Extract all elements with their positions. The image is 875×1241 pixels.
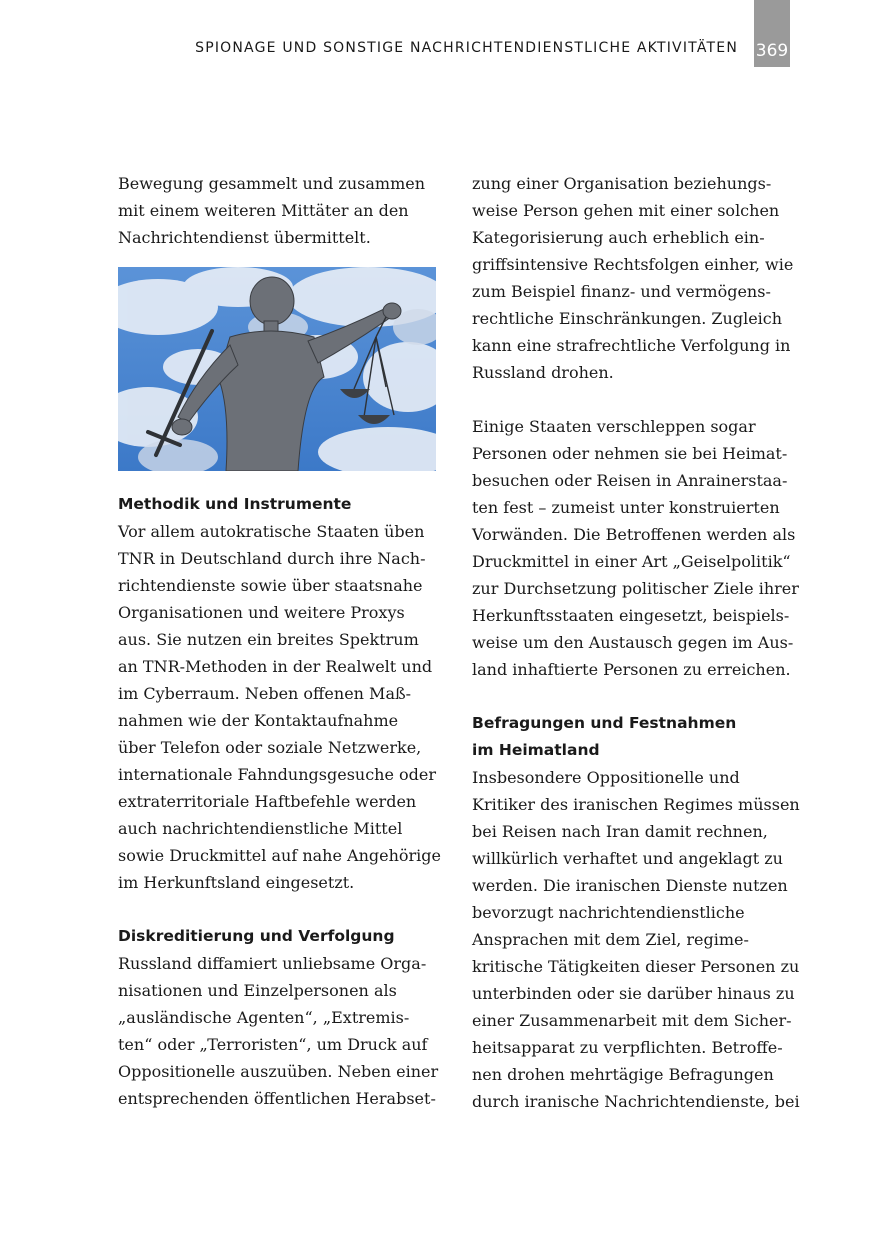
text-line: rechtliche Einschränkungen. Zugleich	[472, 309, 783, 328]
text-line: Personen oder nehmen sie bei Heimat-	[472, 444, 788, 463]
section-heading: Methodik und Instrumente	[118, 495, 352, 513]
text-line: über Telefon oder soziale Netzwerke,	[118, 738, 422, 757]
text-line: Bewegung gesammelt und zusammen	[118, 174, 426, 193]
text-line: Nachrichtendienst übermittelt.	[118, 228, 371, 247]
text-line: zum Beispiel finanz- und vermögens-	[472, 282, 771, 301]
text-line: nen drohen mehrtägige Befragungen	[472, 1065, 774, 1084]
text-line: Kategorisierung auch erheblich ein-	[472, 228, 765, 247]
paragraph-gap	[118, 896, 443, 923]
section-heading: Befragungen und Festnahmen	[472, 714, 737, 732]
text-line: kritische Tätigkeiten dieser Personen zu	[472, 957, 800, 976]
text-line: zur Durchsetzung politischer Ziele ihrer	[472, 579, 799, 598]
paragraph-continuation	[472, 170, 797, 386]
justitia-statue-image	[118, 267, 436, 471]
text-line: an TNR-Methoden in der Realwelt und	[118, 657, 433, 676]
section-heading: Diskreditierung und Verfolgung	[118, 927, 395, 945]
right-column	[472, 170, 800, 1115]
text-line: Druckmittel in einer Art „Geiselpolitik“	[472, 552, 791, 571]
page-number: 369	[755, 41, 789, 61]
text-line: willkürlich verhaftet und angeklagt zu	[472, 849, 783, 868]
text-line: aus. Sie nutzen ein breites Spektrum	[118, 630, 419, 649]
text-line: Oppositionelle auszuüben. Neben einer	[118, 1062, 439, 1081]
text-line: Vor allem autokratische Staaten üben	[118, 522, 425, 541]
paragraph-gap	[472, 683, 797, 710]
running-title: SPIONAGE UND SONSTIGE NACHRICHTENDIENSTLICHE AKTIVITÄTEN	[195, 40, 738, 56]
page-number-tab	[754, 0, 790, 67]
text-line: „ausländische Agenten“, „Extremis-	[118, 1008, 410, 1027]
section-heading: im Heimatland	[472, 741, 600, 759]
text-line: sowie Druckmittel auf nahe Angehörige	[118, 846, 442, 865]
text-line: durch iranische Nachrichtendienste, bei	[472, 1092, 800, 1111]
text-line: heitsapparat zu verpflichten. Betroffe-	[472, 1038, 783, 1057]
text-line: Ansprachen mit dem Ziel, regime-	[472, 930, 749, 949]
text-line: extraterritoriale Haftbefehle werden	[118, 792, 417, 811]
text-line: einer Zusammenarbeit mit dem Sicher-	[472, 1011, 792, 1030]
text-line: Russland diffamiert unliebsame Orga-	[118, 954, 427, 973]
section-diskreditierung	[118, 923, 443, 1112]
text-line: internationale Fahndungsgesuche oder	[118, 765, 437, 784]
text-line: weise um den Austausch gegen im Aus-	[472, 633, 794, 652]
text-line: nisationen und Einzelpersonen als	[118, 981, 397, 1000]
paragraph-verschleppung	[472, 413, 797, 683]
text-line: kann eine strafrechtliche Verfolgung in	[472, 336, 791, 355]
text-line: zung einer Organisation beziehungs-	[472, 174, 772, 193]
text-line: entsprechenden öffentlichen Herabset-	[118, 1089, 436, 1108]
text-line: bei Reisen nach Iran damit rechnen,	[472, 822, 768, 841]
text-line: Organisationen und weitere Proxys	[118, 603, 405, 622]
text-line: mit einem weiteren Mittäter an den	[118, 201, 409, 220]
text-line: im Herkunftsland eingesetzt.	[118, 873, 355, 892]
text-line: Herkunftsstaaten eingesetzt, beispiels-	[472, 606, 790, 625]
text-line: TNR in Deutschland durch ihre Nach-	[118, 549, 426, 568]
text-line: land inhaftierte Personen zu erreichen.	[472, 660, 791, 679]
text-line: nahmen wie der Kontaktaufnahme	[118, 711, 399, 730]
text-line: besuchen oder Reisen in Anrainerstaa-	[472, 471, 788, 490]
text-line: Russland drohen.	[472, 363, 614, 382]
left-column	[118, 170, 443, 1112]
text-line: bevorzugt nachrichtendienstliche	[472, 903, 745, 922]
text-line: griffsintensive Rechtsfolgen einher, wie	[472, 255, 794, 274]
section-befragungen	[472, 710, 800, 1115]
text-line: weise Person gehen mit einer solchen	[472, 201, 780, 220]
text-line: ten“ oder „Terroristen“, um Druck auf	[118, 1035, 428, 1054]
paragraph-gap	[472, 386, 797, 413]
text-line: Kritiker des iranischen Regimes müssen	[472, 795, 800, 814]
intro-paragraph	[118, 170, 443, 251]
text-line: im Cyberraum. Neben offenen Maß-	[118, 684, 412, 703]
text-line: richtendienste sowie über staatsnahe	[118, 576, 423, 595]
text-line: Einige Staaten verschleppen sogar	[472, 417, 756, 436]
text-line: ten fest – zumeist unter konstruierten	[472, 498, 780, 517]
text-line: auch nachrichtendienstliche Mittel	[118, 819, 403, 838]
section-methodik	[118, 491, 443, 896]
text-line: werden. Die iranischen Dienste nutzen	[472, 876, 788, 895]
text-line: Vorwänden. Die Betroffenen werden als	[472, 525, 796, 544]
text-line: Insbesondere Oppositionelle und	[472, 768, 740, 787]
text-line: unterbinden oder sie darüber hinaus zu	[472, 984, 795, 1003]
